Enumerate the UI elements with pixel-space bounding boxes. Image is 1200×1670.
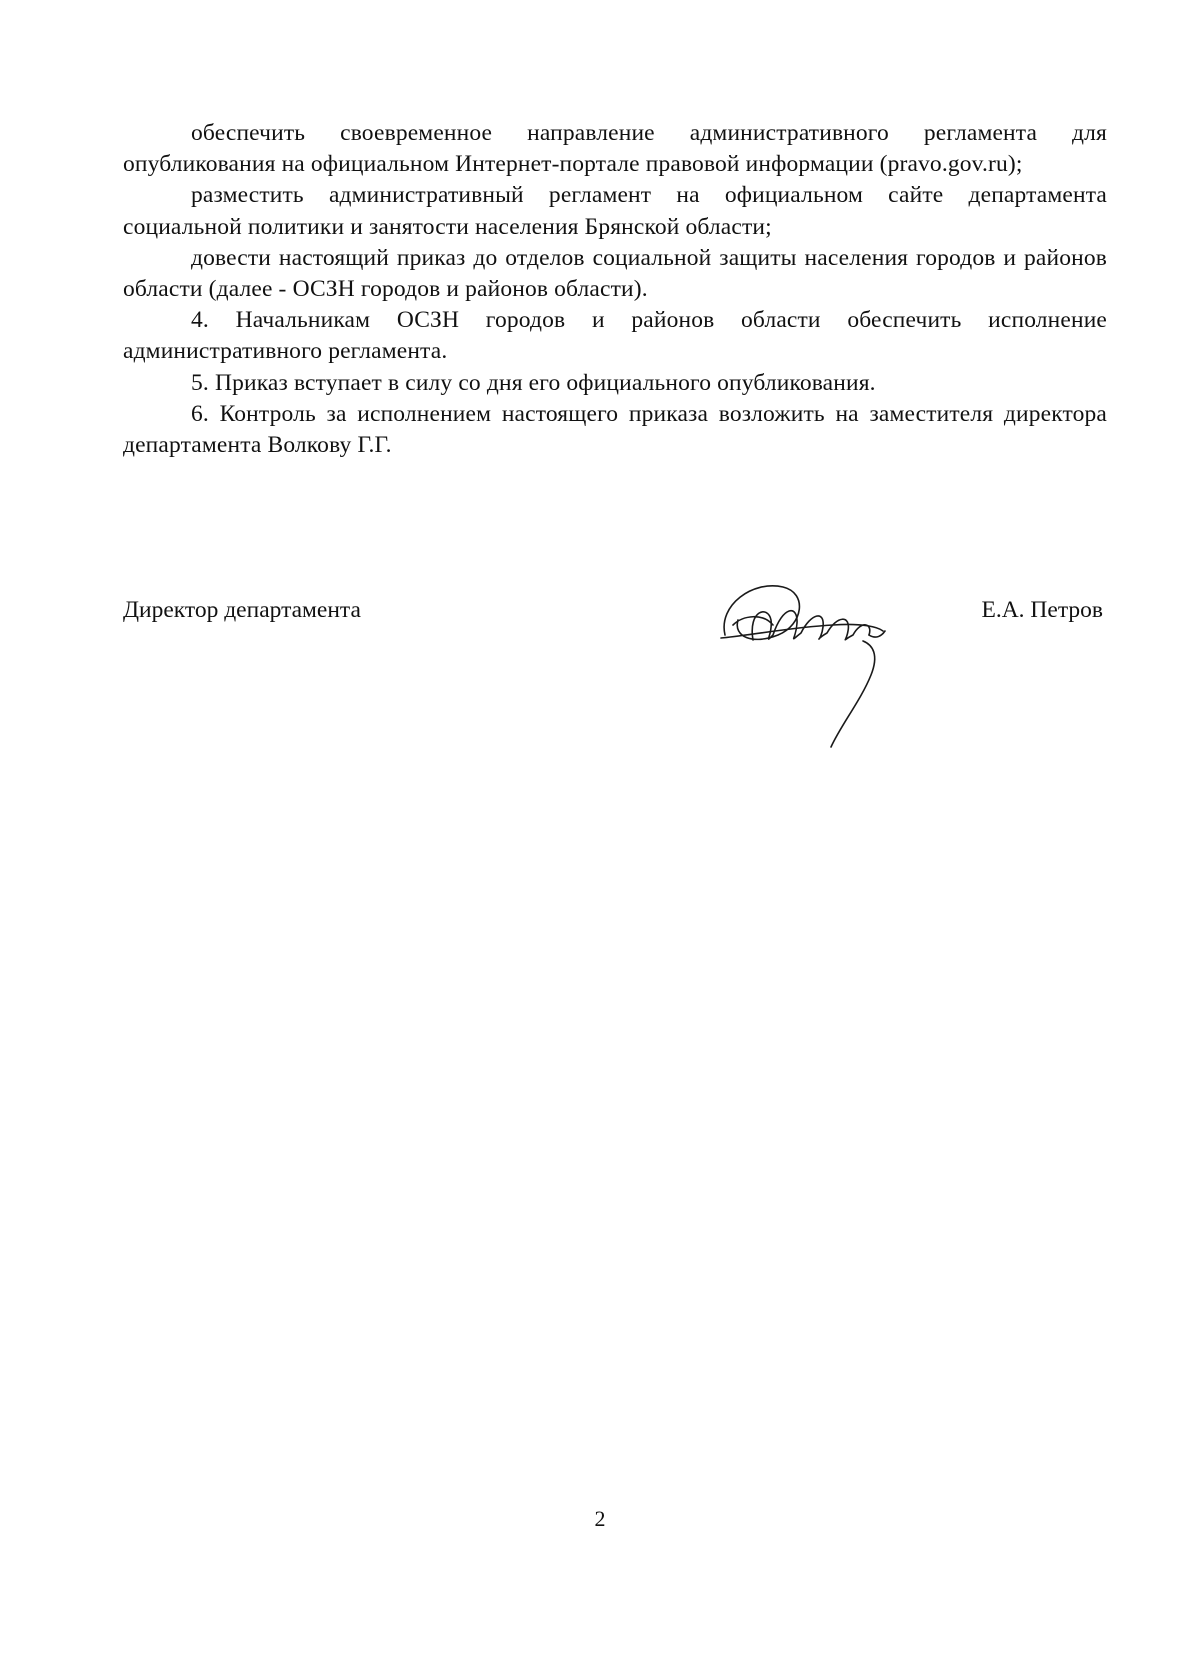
signer-name: Е.А. Петров [981,597,1103,623]
signature-block [123,595,1107,755]
paragraph: 6. Контроль за исполнением настоящего приказа возложить на заместителя директора департамента Волкову Г.Г. [123,400,1107,459]
paragraph: 5. Приказ вступает в силу со дня его официального опубликования. [191,369,876,396]
paragraph: довести настоящий приказ до отделов социальной защиты населения городов и районов области (далее - ОСЗН городов и районов области). [123,244,1107,303]
paragraph: обеспечить своевременное направление административного регламента для опубликования на официальном Интернет-портале правовой информации (pravo.gov.ru); [123,120,1107,178]
document-body [123,118,1107,461]
signer-position: Директор департамента [123,597,361,623]
paragraph: 4. Начальникам ОСЗН городов и районов области обеспечить исполнение административного регламента. [123,307,1107,365]
paragraph: разместить административный регламент на официальном сайте департамента социальной политики и занятости населения Брянской области; [123,182,1107,240]
page-number: 2 [594,1506,606,1531]
handwritten-signature [713,565,923,755]
